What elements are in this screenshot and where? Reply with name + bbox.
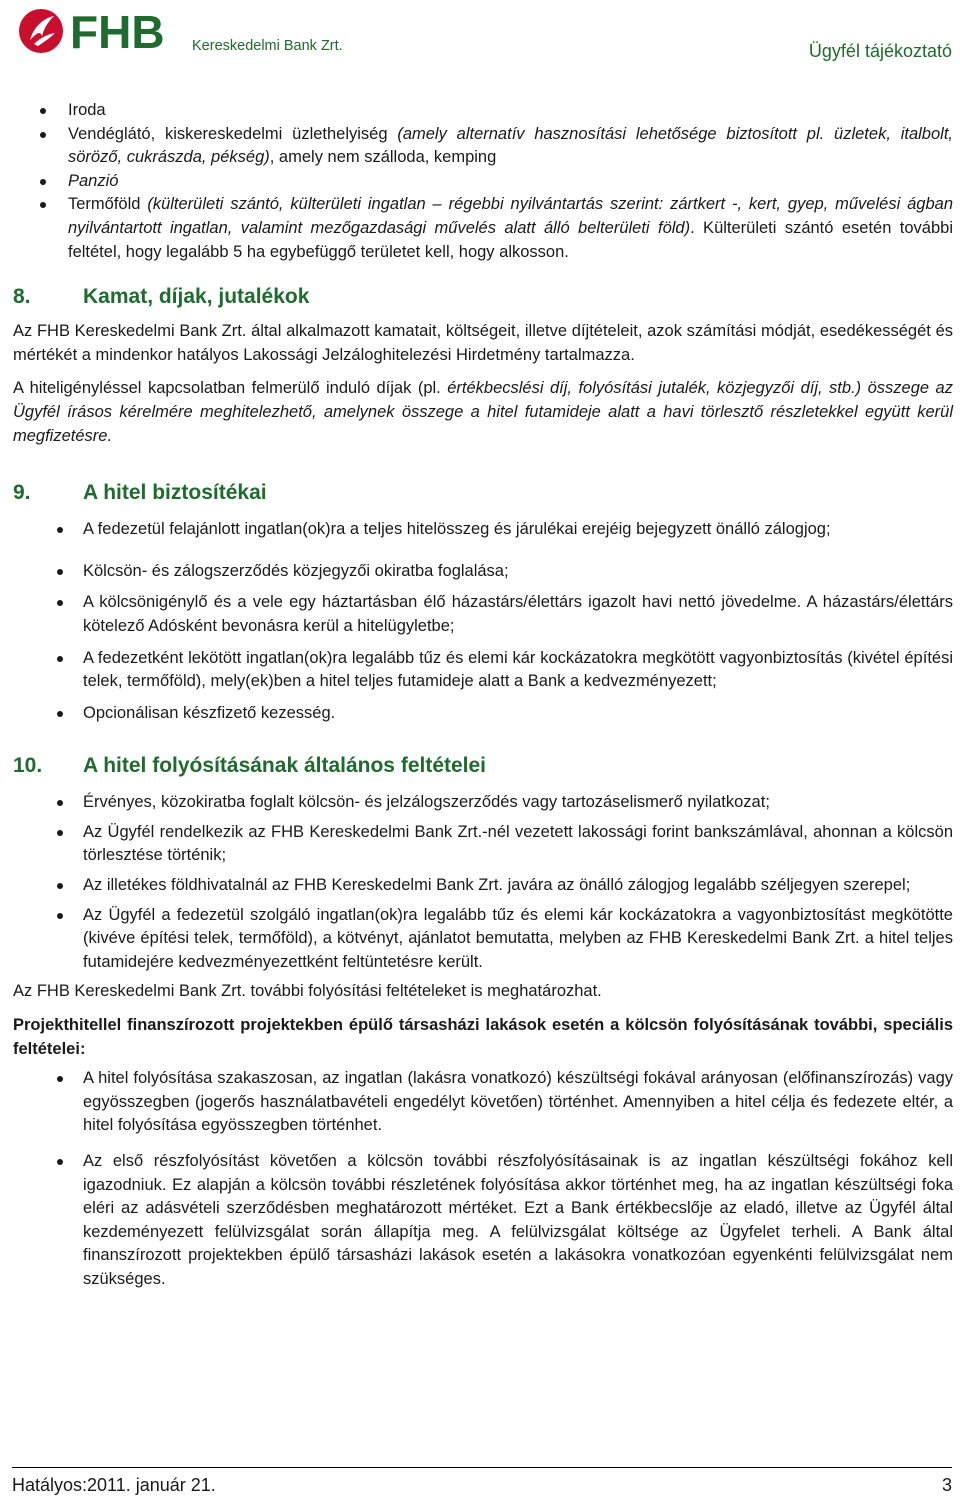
page-header <box>0 0 960 66</box>
section-10-subheading: Projekthitellel finanszírozott projektekben épülő társasházi lakások esetén a kölcsön folyósításának további, speciális feltételei: <box>13 1016 953 1058</box>
section-8-heading: 8. Kamat, díjak, jutalékok <box>13 285 310 309</box>
section-9-heading: 9. A hitel biztosítékai <box>13 481 267 505</box>
logo-subtext: Kereskedelmi Bank Zrt. <box>192 38 343 54</box>
list-item: A kölcsönigénylő és a vele egy háztartásban élő házastárs/élettárs igazolt havi nettó jövedelme. A házastárs/élettárs kötelező Adósként bevonásra kerül a hitelügyletbe; <box>13 591 953 638</box>
effective-date: Hatályos:2011. január 21. <box>12 1475 216 1495</box>
list-item: Opcionálisan készfizető kezesség. <box>13 702 953 726</box>
property-type-list <box>13 99 953 264</box>
logo-text: FHB <box>70 6 165 56</box>
list-item: Az első részfolyósítást követően a kölcsön további részfolyósításainak is az ingatlan készültségi fokához kell igazodniuk. Ez alapján a kölcsön további részletének folyósítása akkor történhet meg, ha az ingatlan készültségi foka eléri az adásvételi szerződésben meghatározott mértéket. Ezt a Bank értékbecslője az eladó, illetve az Ügyfél által kezdeményezett felülvizsgálat során állapítja meg. A felülvizsgálat költsége az Ügyfelet terheli. A Bank által finanszírozott projektekben épülő társasházi lakások esetén a lakásokra vonatkozóan egyenkénti felülvizsgálat nem szükséges. <box>13 1150 953 1292</box>
collateral-list <box>13 518 953 725</box>
list-item: A fedezetként lekötött ingatlan(ok)ra legalább tűz és elemi kár kockázatokra megkötött vagyonbiztosítás (kivétel építési telek, termőföld), mely(ek)ben a hitel teljes futamideje alatt a Bank a kedvezményezett; <box>13 647 953 694</box>
document-body <box>13 99 953 1292</box>
header-section-label: Ügyfél tájékoztató <box>808 41 952 61</box>
page-footer <box>12 1467 952 1498</box>
section-10-note: Az FHB Kereskedelmi Bank Zrt. további folyósítási feltételeket is meghatározhat. <box>13 982 602 1001</box>
list-item: A fedezetül felajánlott ingatlan(ok)ra a teljes hitelösszeg és járulékai erejéig bejegyzett önálló zálogjog; <box>13 518 953 542</box>
special-conditions-list <box>13 1067 953 1291</box>
section-10-heading: 10. A hitel folyósításának általános feltételei <box>13 754 487 778</box>
list-item: Vendéglátó, kiskereskedelmi üzlethelyiség (amely alternatív hasznosítási lehetősége biztosított pl. üzletek, italbolt, söröző, cukrászda, pékség), amely nem szálloda, kemping <box>13 123 953 170</box>
list-item: Az Ügyfél a fedezetül szolgáló ingatlan(ok)ra legalább tűz és elemi kár kockázatokra a vagyonbiztosítást megkötötte (kivéve építési telek, termőföld), a kötvényt, ajánlatot bemutatta, melyben az FHB Kereskedelmi Bank Zrt. a hitel teljes futamidejére kedvezményezettként feltüntetésre került. <box>13 904 953 975</box>
list-item: Érvényes, közokiratba foglalt kölcsön- és jelzálogszerződés vagy tartozáselismerő nyilatkozat; <box>13 791 953 815</box>
section-8-paragraph-2: A hiteligényléssel kapcsolatban felmerülő induló díjak (pl. értékbecslési díj, folyósítási jutalék, közjegyzői díj, stb.) összege az Ügyfél írásos kérelmére meghitelezhető, amelynek összege a hitel futamideje alatt a havi törlesztő részletekkel együtt kerül megfizetésre. <box>13 379 953 445</box>
list-item: Kölcsön- és zálogszerződés közjegyzői okiratba foglalása; <box>13 560 953 584</box>
list-item: Az illetékes földhivatalnál az FHB Kereskedelmi Bank Zrt. javára az önálló zálogjog legalább széljegyen szerepel; <box>13 874 953 898</box>
list-item: Panzió <box>13 170 953 194</box>
section-8-paragraph-1: Az FHB Kereskedelmi Bank Zrt. által alkalmazott kamatait, költségeit, illetve díjtételeit, azok számítási módját, esedékességét és mértékét a mindenkor hatályos Lakossági Jelzáloghitelezési Hirdetmény tartalmazza. <box>13 322 953 364</box>
fhb-logo <box>18 6 378 56</box>
list-item: A hitel folyósítása szakaszosan, az ingatlan (lakásra vonatkozó) készültségi fokával arányosan (előfinanszírozás) vagy egyösszegben (jogerős használatbavételi engedélyt követően) történhet. Amennyiben a hitel célja és fedezete eltér, a hitel folyósítása egyösszegben történhet. <box>13 1067 953 1138</box>
page-number: 3 <box>941 1475 952 1495</box>
list-item: Az Ügyfél rendelkezik az FHB Kereskedelmi Bank Zrt.-nél vezetett lakossági forint bankszámlával, ahonnan a kölcsön törlesztése történik; <box>13 821 953 868</box>
list-item: Termőföld (külterületi szántó, külterületi ingatlan – régebbi nyilvántartás szerint: zártkert -, kert, gyep, művelési ágban nyilvántartott ingatlan, valamint mezőgazdasági művelés alatt álló belterületi föld). Külterületi szántó esetén további feltétel, hogy legalább 5 ha egybefüggő területet kell, hogy alkosson. <box>13 193 953 264</box>
disbursement-conditions-list <box>13 791 953 974</box>
list-item: Iroda <box>13 99 953 123</box>
